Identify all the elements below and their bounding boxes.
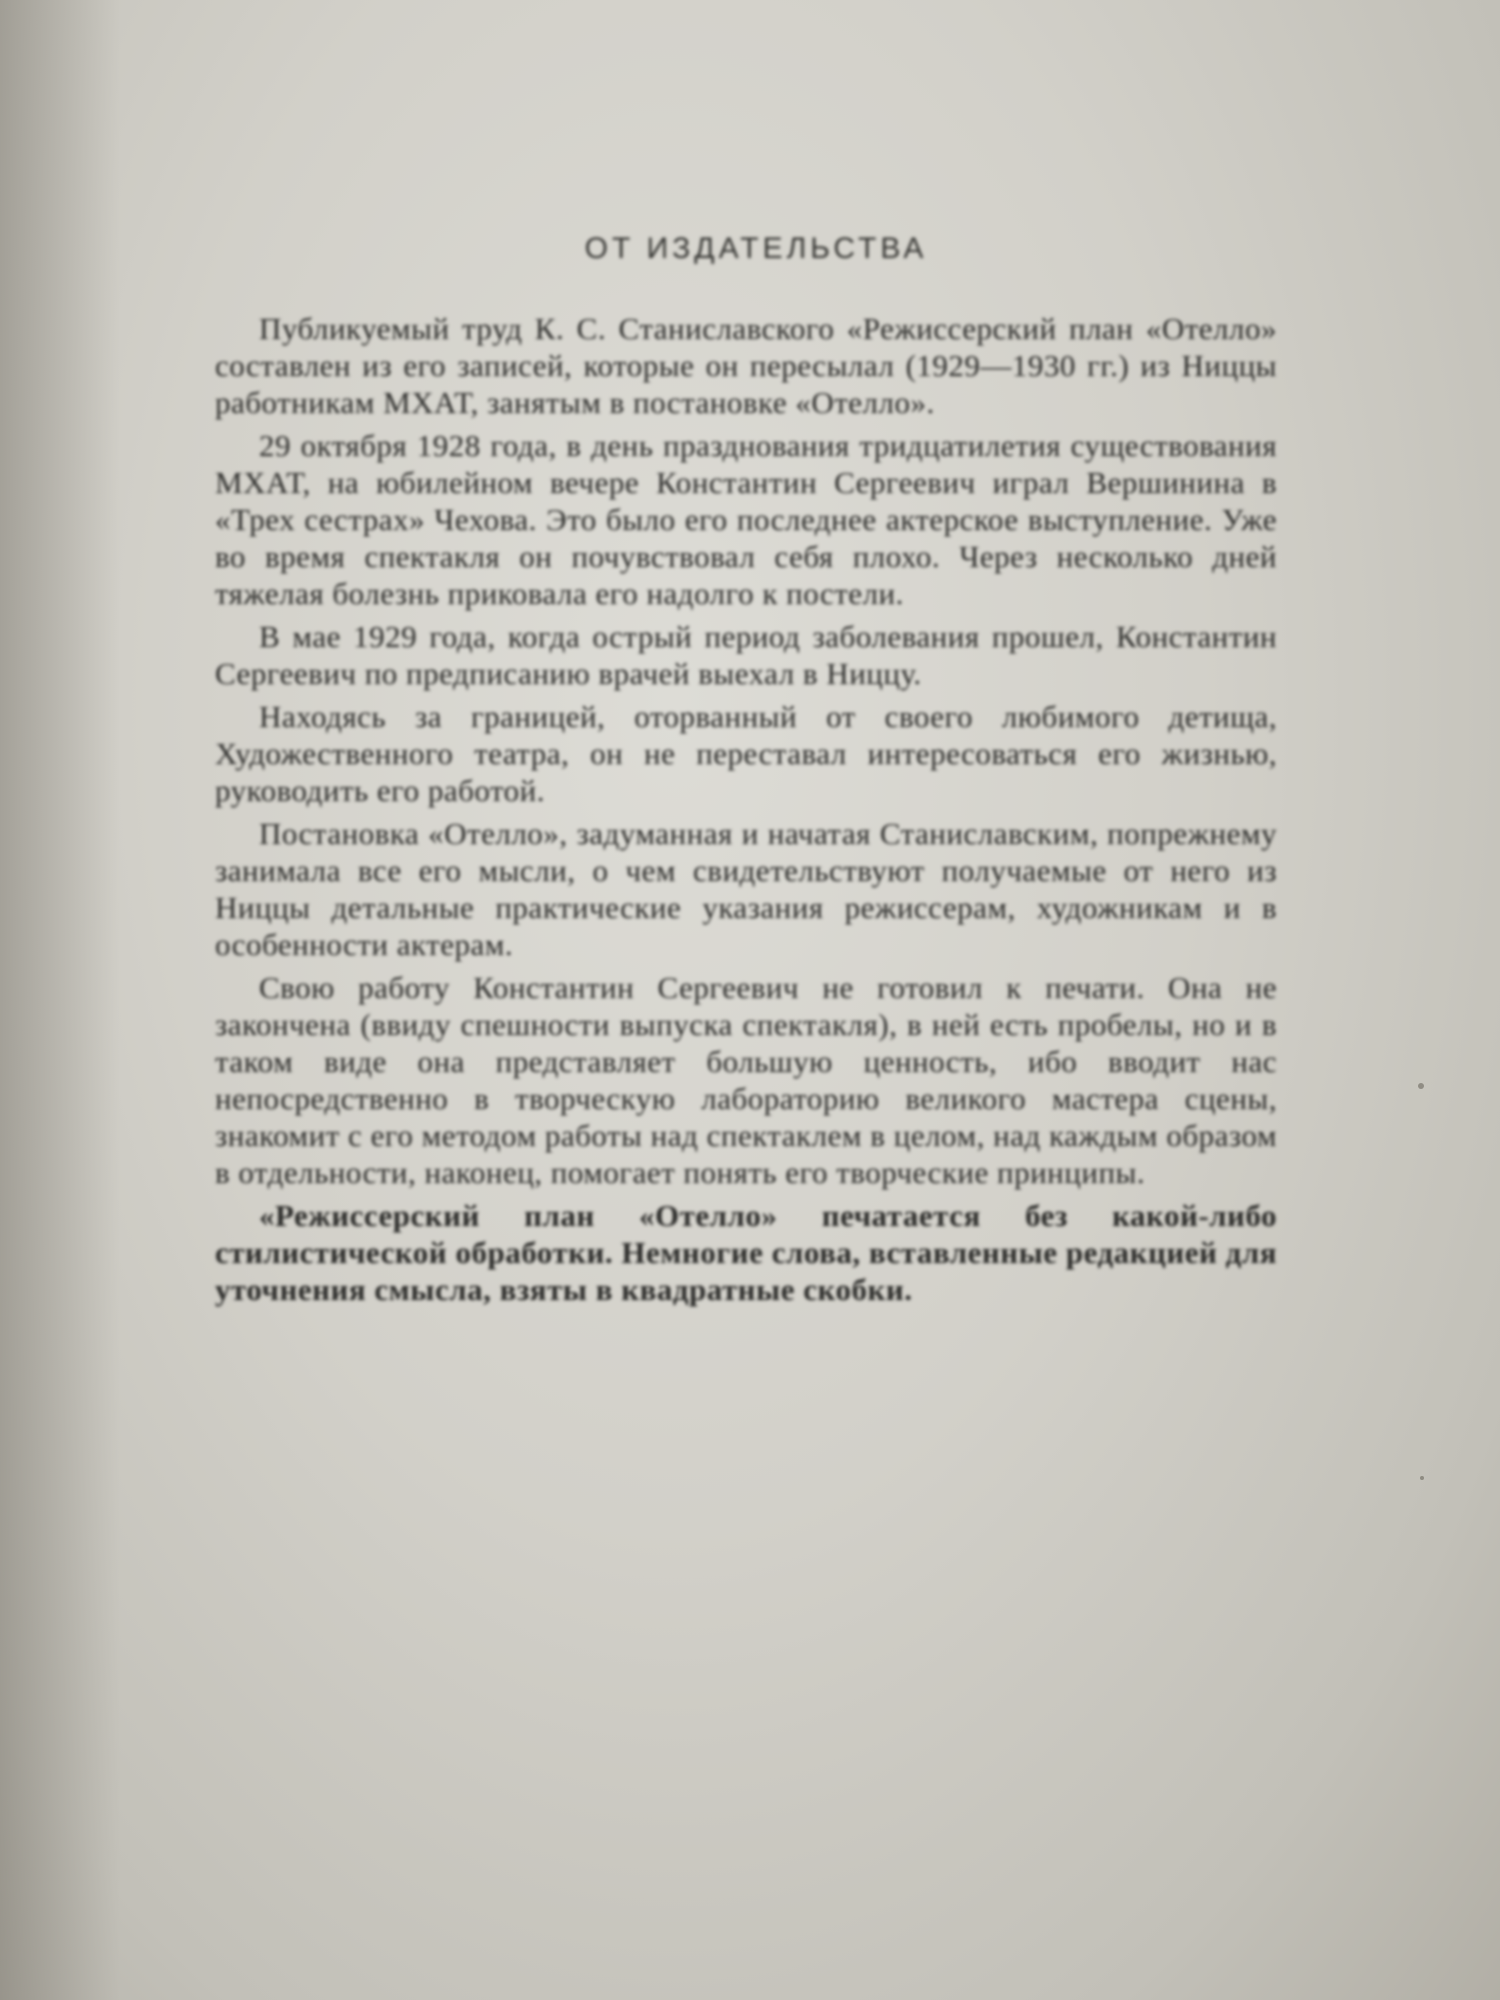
paragraph-4: Находясь за границей, оторванный от своего любимого детища, Художественного театра, он не переставал интересоваться его жизнью, руководить его работой. (215, 699, 1277, 808)
paper-speck (1420, 1476, 1424, 1480)
paper-speck (1418, 1083, 1424, 1089)
paragraph-2: 29 октября 1928 года, в день празднования тридцатилетия существования МХАТ, на юбилейном вечере Константин Сергеевич играл Вершинина в «Трех сестрах» Чехова. Это было его последнее актерское выступление. Уже во время спектакля он почувствовал себя плохо. Через несколько дней тяжелая болезнь приковала его надолго к постели. (215, 428, 1277, 611)
page-heading: ОТ ИЗДАТЕЛЬСТВА (584, 232, 928, 265)
paragraph-6: Свою работу Константин Сергеевич не готовил к печати. Она не закончена (ввиду спешности выпуска спектакля), в ней есть пробелы, но и в таком виде она представляет большую ценность, ибо вводит нас непосредственно в творческую лабораторию великого мастера сцены, знакомит с его методом работы над спектаклем в целом, над каждым образом в отдельности, наконец, помогает понять его творческие принципы. (215, 970, 1277, 1190)
page-text (215, 232, 1277, 1314)
paragraph-5: Постановка «Отелло», задуманная и начатая Станиславским, попрежнему занимала все его мысли, о чем свидетельствуют получаемые от него из Ниццы детальные практические указания режиссерам, художникам и в особенности актерам. (215, 816, 1277, 962)
paragraph-1: Публикуемый труд К. С. Станиславского «Режиссерский план «Отелло» составлен из его записей, которые он пересылал (1929—1930 гг.) из Ниццы работникам МХАТ, занятым в постановке «Отелло». (215, 311, 1277, 420)
paragraph-3: В мае 1929 года, когда острый период заболевания прошел, Константин Сергеевич по предписанию врачей выехал в Ниццу. (215, 619, 1277, 691)
paragraph-7: «Режиссерский план «Отелло» печатается без какой-либо стилистической обработки. Немногие слова, вставленные редакцией для уточнения смысла, взяты в квадратные скобки. (215, 1198, 1277, 1307)
